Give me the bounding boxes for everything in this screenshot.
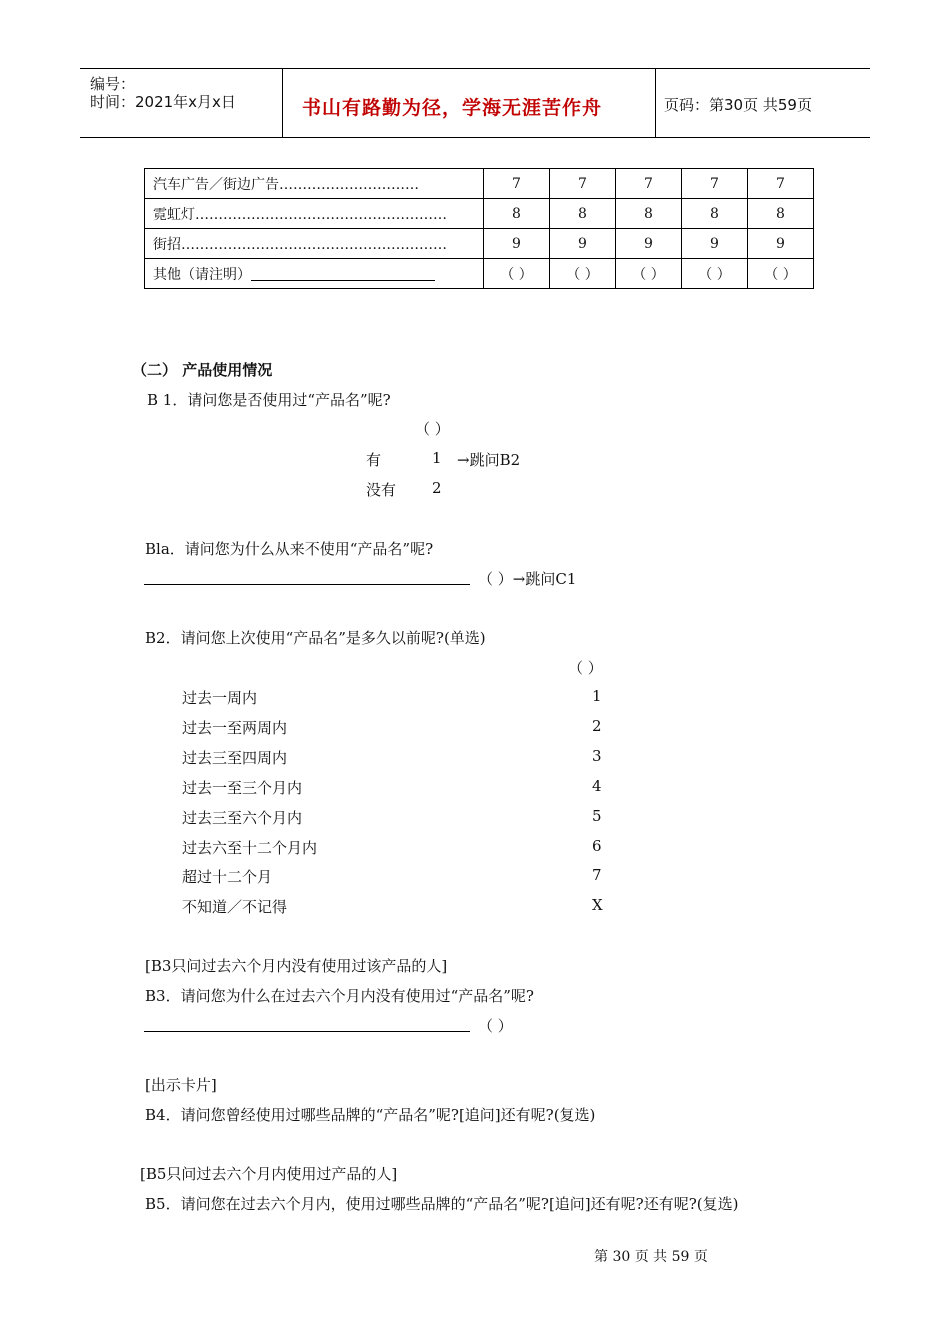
- option-code: 3: [592, 747, 602, 765]
- row-label: 街招…………………………………………………: [145, 229, 484, 259]
- table-row: [145, 169, 814, 199]
- answer-tail: （ ）→跳问C1: [478, 570, 577, 588]
- option-code: X: [592, 896, 603, 914]
- table-cell: 9: [748, 229, 814, 259]
- answer-paren: （ ）: [415, 420, 450, 438]
- header-divider: [655, 69, 656, 137]
- option-label: 过去一周内: [182, 689, 258, 707]
- table-cell: 7: [484, 169, 550, 199]
- page-number-label: 页码：第30页 共59页: [664, 96, 812, 114]
- option-no-code: 2: [432, 479, 442, 497]
- option-label: 过去一至三个月内: [182, 779, 303, 797]
- header-motto: 书山有路勤为径，学海无涯苦作舟: [302, 97, 603, 119]
- answer-tail: （ ）: [478, 1017, 513, 1035]
- fill-in-line: [251, 266, 435, 281]
- question-b4: B4．请问您曾经使用过哪些品牌的“产品名”呢?[追问]还有呢?(复选): [145, 1106, 596, 1124]
- table-cell: 8: [550, 199, 616, 229]
- option-label: 过去三至四周内: [182, 749, 288, 767]
- media-table: [144, 168, 814, 289]
- option-code: 4: [592, 777, 602, 795]
- option-yes-code: 1: [432, 449, 442, 467]
- section-heading: （二） 产品使用情况: [132, 361, 273, 379]
- note-b3: [B3只问过去六个月内没有使用过该产品的人]: [145, 957, 448, 975]
- option-label: 过去三至六个月内: [182, 809, 303, 827]
- other-label: 其他（请注明）: [153, 266, 251, 283]
- table-cell: 8: [682, 199, 748, 229]
- note-b4: [出示卡片]: [145, 1076, 217, 1094]
- table-cell: （ ）: [682, 259, 748, 289]
- page-header: [80, 68, 870, 138]
- row-label: 汽车广告／街边广告…………………………: [145, 169, 484, 199]
- option-no-label: 没有: [366, 481, 397, 499]
- table-cell: 8: [616, 199, 682, 229]
- question-b5: B5．请问您在过去六个月内，使用过哪些品牌的“产品名”呢?[追问]还有呢?还有呢?(复选): [145, 1195, 739, 1213]
- option-code: 6: [592, 837, 602, 855]
- table-cell: （ ）: [616, 259, 682, 289]
- question-b2: B2．请问您上次使用“产品名”是多久以前呢?(单选): [145, 629, 486, 647]
- table-cell: 7: [748, 169, 814, 199]
- table-cell: 7: [682, 169, 748, 199]
- option-yes-skip: →跳问B2: [457, 451, 521, 469]
- answer-line: [144, 584, 470, 585]
- table-cell: 8: [484, 199, 550, 229]
- option-code: 2: [592, 717, 602, 735]
- table-cell: 7: [550, 169, 616, 199]
- table-cell: （ ）: [748, 259, 814, 289]
- answer-paren: （ ）: [568, 659, 603, 677]
- question-b1: B 1．请问您是否使用过“产品名”呢?: [147, 391, 391, 409]
- number-label: 编号：: [90, 75, 136, 93]
- row-label-other: [145, 259, 484, 289]
- note-b5: [B5只问过去六个月内使用过产品的人]: [140, 1165, 398, 1183]
- option-label: 过去六至十二个月内: [182, 839, 318, 857]
- option-code: 5: [592, 807, 602, 825]
- table-row: [145, 259, 814, 289]
- row-label: 霓虹灯………………………………………………: [145, 199, 484, 229]
- table-cell: （ ）: [550, 259, 616, 289]
- header-divider: [282, 69, 283, 137]
- table-cell: 9: [550, 229, 616, 259]
- option-yes-label: 有: [366, 451, 382, 469]
- option-label: 超过十二个月: [182, 868, 273, 886]
- table-cell: （ ）: [484, 259, 550, 289]
- question-b3: B3．请问您为什么在过去六个月内没有使用过“产品名”呢?: [145, 987, 534, 1005]
- table-cell: 9: [682, 229, 748, 259]
- option-label: 不知道／不记得: [182, 898, 288, 916]
- answer-line: [144, 1031, 470, 1032]
- option-code: 7: [592, 866, 602, 884]
- table-cell: 8: [748, 199, 814, 229]
- table-cell: 7: [616, 169, 682, 199]
- option-code: 1: [592, 687, 602, 705]
- table-cell: 9: [616, 229, 682, 259]
- table-row: [145, 229, 814, 259]
- table-cell: 9: [484, 229, 550, 259]
- option-label: 过去一至两周内: [182, 719, 288, 737]
- footer-page-number: 第 30 页 共 59 页: [594, 1249, 708, 1265]
- time-label: 时间：2021年x月x日: [90, 93, 236, 111]
- question-b1a: Bla．请问您为什么从来不使用“产品名”呢?: [145, 540, 434, 558]
- table-row: [145, 199, 814, 229]
